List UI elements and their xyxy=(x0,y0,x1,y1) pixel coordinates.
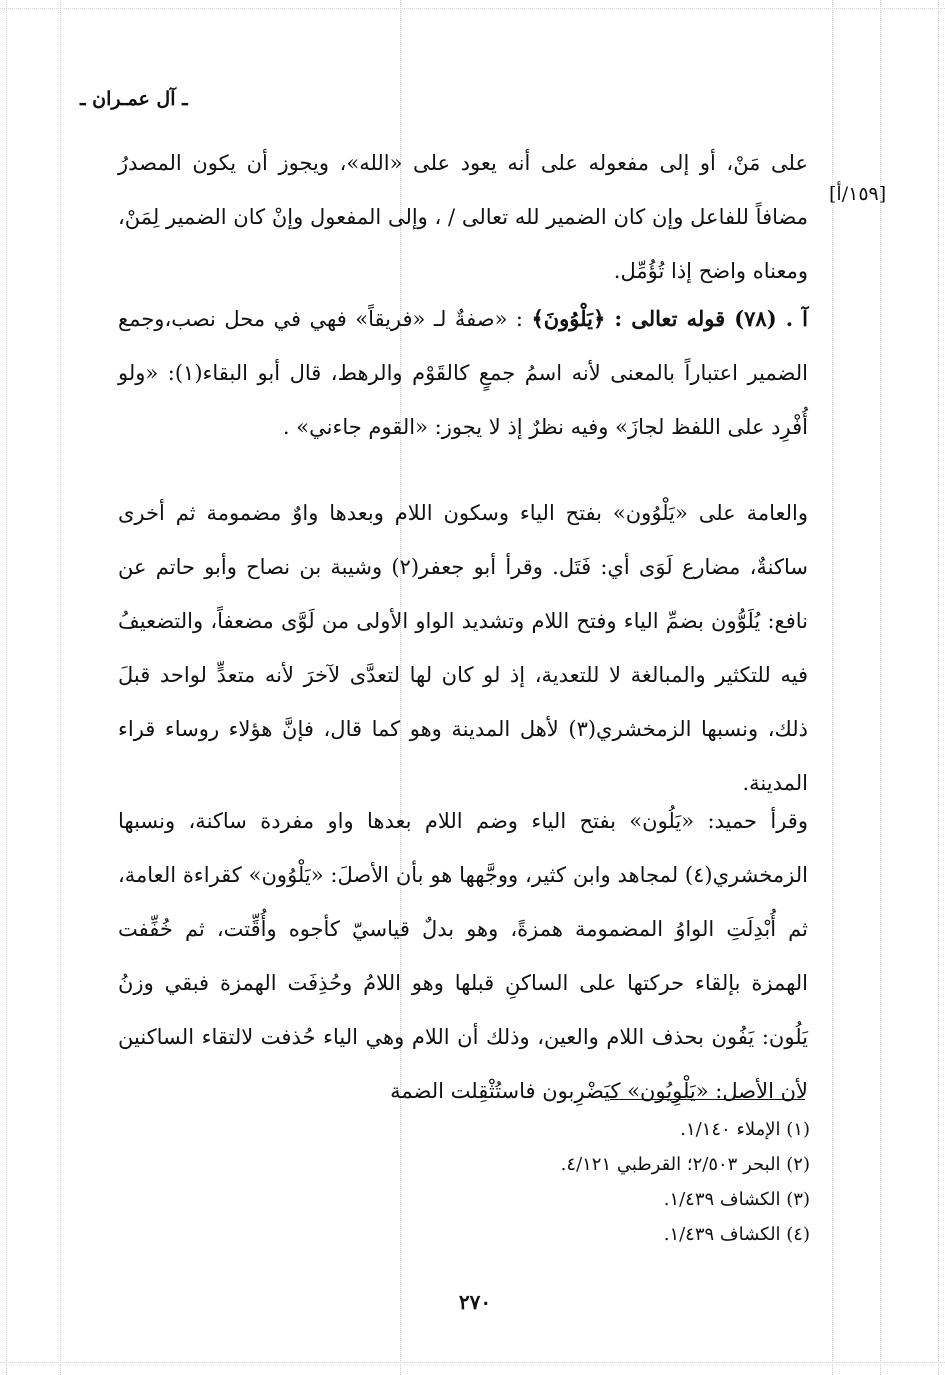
text-line: مضافاً للفاعل وإن كان الضمير لله تعالى / ، وإلى المفعول وإنْ كان الضمير xyxy=(166,205,808,229)
footnotes xyxy=(300,1112,810,1252)
text-line: الهمزة فبقي وزنُ يَلُون: يَفُون بحذف اللام والعين، وذلك أن اللام وهي الياء xyxy=(118,971,808,1049)
footnote-2: (٢) البحر ٢/٥٠٣؛ القرطبي ٤/١٢١. xyxy=(560,1154,810,1175)
margin-folio-reference: [١٥٩/أ] xyxy=(829,183,887,205)
paragraph-2 xyxy=(118,292,808,454)
scan-guide-line xyxy=(0,8,945,9)
text-line: حُذفت لالتقاء الساكنين لأن الأصل: «يَلْوِيُون» كيَضْرِبون فاستُثْقِلت الضمة xyxy=(118,1025,808,1103)
verse-heading: آ . (٧٨) قوله تعالى : ﴿يَلْوُونَ﴾ xyxy=(531,306,808,331)
paragraph-3 xyxy=(118,486,808,810)
text-line: نصب،وجمع الضمير اعتباراً بالمعنى لأنه اسمُ جمعٍ كالقَوْم والرهط، قال xyxy=(118,307,808,385)
footnote-3: (٣) الكشاف ١/٤٣٩. xyxy=(663,1189,810,1210)
scan-guide-line xyxy=(880,0,881,1375)
footnote-1: (١) الإملاء ١/١٤٠. xyxy=(680,1119,810,1140)
paragraph-1 xyxy=(118,136,808,298)
scan-guide-line xyxy=(0,1362,945,1363)
scan-guide-line xyxy=(6,0,7,1375)
text-line: وقرأ حميد: «يَلُون» بفتح الياء وضم اللام بعدها واو مفردة ساكنة، xyxy=(188,809,808,833)
text-line: ونسبها الزمخشري(٤) لمجاهد وابن كثير، ووجَّهها هو بأن الأصلَ: «يَلْوُون» xyxy=(118,809,808,887)
text-line: أخرى ساكنةٌ، مضارع لَوَى أي: فَتَل. وقرأ أبو جعفر(٢) وشيبة بن نصاح xyxy=(118,501,808,579)
text-line: لِمَنْ، ومعناه واضح إذا تُؤُمِّل. xyxy=(118,205,808,283)
text-line: على مَنْ، أو إلى مفعوله على أنه يعود على «الله»، ويجوز أن يكون المصدرُ xyxy=(118,151,808,175)
text-line: مضعفاً، والتضعيفُ فيه للتكثير والمبالغة لا للتعدية، إذ لو كان لها لتعدَّى لآخرَ xyxy=(118,609,808,687)
page-number: ٢٧٠ xyxy=(458,1290,492,1314)
scan-guide-line xyxy=(938,0,939,1375)
text-line: لأنه متعدٍّ لواحد قبلَ ذلك، ونسبها الزمخشري(٣) لأهل المدينة وهو كما قال، xyxy=(118,663,808,741)
scan-guide-line xyxy=(832,0,833,1375)
paragraph-4 xyxy=(118,794,808,1118)
footnote-separator xyxy=(610,1099,805,1100)
running-head: ـ آل عمـران ـ xyxy=(80,88,188,110)
text-line: جاءني» . xyxy=(282,415,362,439)
text-line: وأبو حاتم عن نافع: يُلَوُّون بضمِّ الياء وفتح اللام وتشديد الواو الأولى من لَوَّى xyxy=(118,555,808,633)
text-line: أبو البقاء(١): «ولو أُفْرِد على اللفظ لجازَ» وفيه نظرٌ إذ لا يجوز: «القوم xyxy=(118,361,808,439)
text-line: : «صفةٌ لـ «فريقاً» فهي في محل xyxy=(224,307,523,331)
footnote-4: (٤) الكشاف ١/٤٣٩. xyxy=(663,1224,810,1245)
text-line: فإنَّ هؤلاء روساء قراء المدينة. xyxy=(118,717,808,795)
text-line: والعامة على «يَلْوُون» بفتح الياء وسكون اللام وبعدها واوٌ مضمومة ثم xyxy=(175,501,808,525)
text-line: وأُقِّتت، ثم خُفِّفت الهمزة بإلقاء حركتها على الساكنِ قبلها وهو اللامُ وحُذِفَت xyxy=(118,917,809,995)
scan-guide-line xyxy=(60,0,61,1375)
text-line: كقراءة العامة، ثم أُبْدِلَتِ الواوُ المضمومة همزةً، وهو بدلٌ قياسيّ كأجوه xyxy=(118,863,808,941)
